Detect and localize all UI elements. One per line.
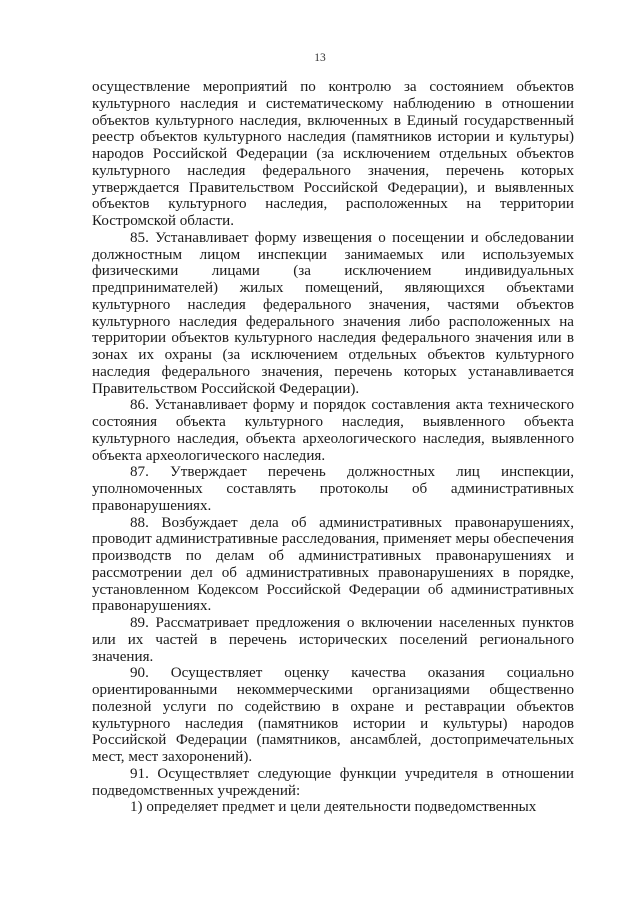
document-body bbox=[92, 79, 574, 816]
paragraph-87: 87. Утверждает перечень должностных лиц инспекции, уполномоченных составлять протоколы об административных правонарушениях. bbox=[92, 464, 574, 514]
page-number: 13 bbox=[314, 52, 326, 64]
paragraph-89: 89. Рассматривает предложения о включении населенных пунктов или их частей в перечень исторических поселений регионального значения. bbox=[92, 615, 574, 665]
paragraph-90: 90. Осуществляет оценку качества оказания социально ориентированными некоммерческими организациями общественно полезной услуги по содействию в охране и реставрации объектов культурного наследия (памятников истории и культуры) народов Российской Федерации (памятников, ансамблей, достопримечательных мест, мест захоронений). bbox=[92, 665, 574, 765]
paragraph-91-item-1: 1) определяет предмет и цели деятельности подведомственных bbox=[130, 799, 537, 816]
paragraph-85: 85. Устанавливает форму извещения о посещении и обследовании должностным лицом инспекции занимаемых или используемых физическими лицами (за исключением индивидуальных предпринимателей) жилых помещений, являющихся объектами культурного наследия федерального значения, частями объектов культурного наследия федерального значения либо расположенных на территории объектов культурного наследия федерального значения или в зонах их охраны (за исключением отдельных объектов культурного наследия федерального значения, перечень которых устанавливается Правительством Российской Федерации). bbox=[92, 229, 574, 397]
paragraph-continuation: осуществление мероприятий по контролю за состоянием объектов культурного наследия и систематическому наблюдению в отношении объектов культурного наследия, включенных в Единый государственный реестр объектов культурного наследия (памятников истории и культуры) народов Российской Федерации (за исключением отдельных объектов культурного наследия федерального значения, перечень которых утверждается Правительством Российской Федерации), и выявленных объектов культурного наследия, расположенных на территории Костромской области. bbox=[92, 79, 574, 229]
paragraph-86: 86. Устанавливает форму и порядок составления акта технического состояния объекта культурного наследия, выявленного объекта культурного наследия, объекта археологического наследия, выявленного объекта археологического наследия. bbox=[92, 397, 574, 464]
paragraph-91: 91. Осуществляет следующие функции учредителя в отношении подведомственных учреждений: bbox=[92, 765, 574, 799]
paragraph-88: 88. Возбуждает дела об административных правонарушениях, проводит административные расследования, применяет меры обеспечения производств по делам об административных правонарушениях и рассмотрении дел об административных правонарушениях в порядке, установленном Кодексом Российской Федерации об административных правонарушениях. bbox=[92, 514, 574, 615]
